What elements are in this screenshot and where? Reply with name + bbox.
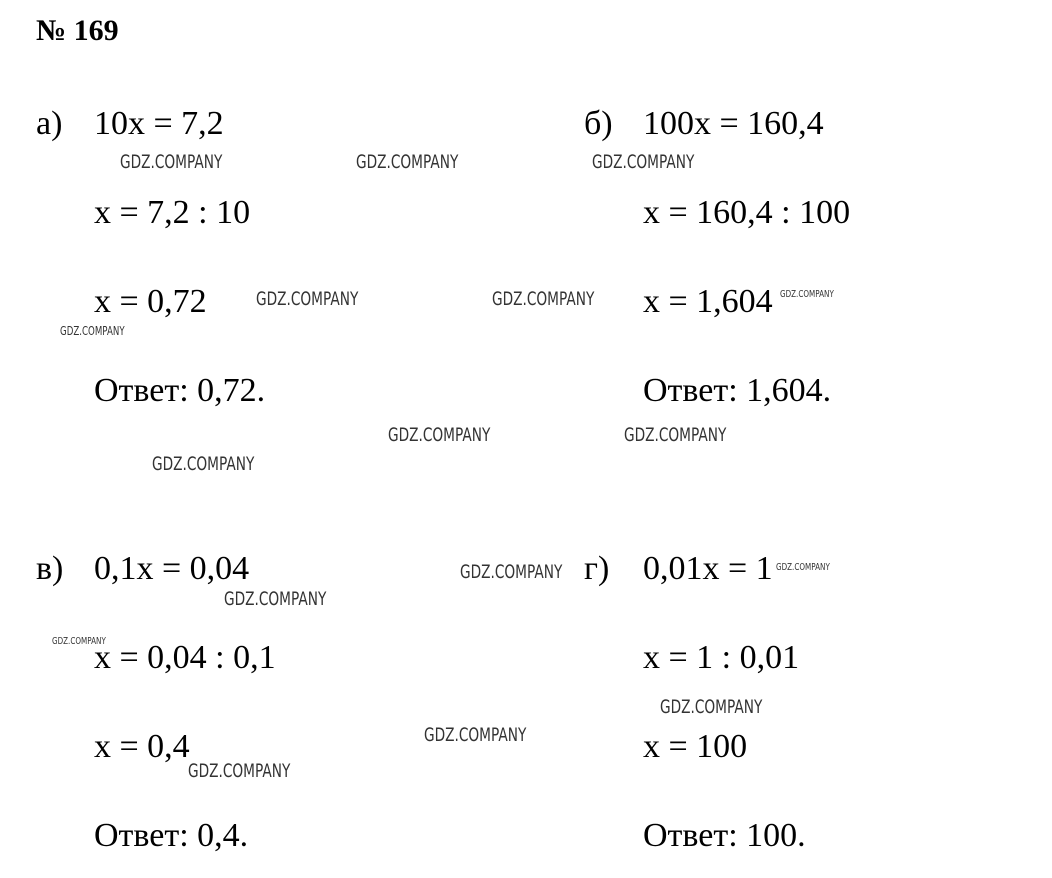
watermark: GDZ.COMPANY [152,453,255,475]
answer-a: Ответ: 0,72. [94,372,266,409]
answer-g: Ответ: 100. [643,817,806,854]
watermark: GDZ.COMPANY [356,151,459,173]
watermark: GDZ.COMPANY [52,636,106,647]
watermark: GDZ.COMPANY [776,562,830,573]
watermark: GDZ.COMPANY [624,424,727,446]
watermark: GDZ.COMPANY [60,324,125,338]
watermark: GDZ.COMPANY [660,696,763,718]
watermark: GDZ.COMPANY [492,288,595,310]
step2-b: х = 1,604 [643,283,773,320]
equation-v: 0,1х = 0,04 [94,550,250,587]
equation-b: 100х = 160,4 [643,105,824,142]
watermark: GDZ.COMPANY [224,588,327,610]
step1-a: х = 7,2 : 10 [94,194,251,231]
watermark: GDZ.COMPANY [592,151,695,173]
watermark: GDZ.COMPANY [460,561,563,583]
watermark: GDZ.COMPANY [120,151,223,173]
step1-v: х = 0,04 : 0,1 [94,639,276,676]
problem-number-title: № 169 [36,14,119,47]
watermark: GDZ.COMPANY [424,724,527,746]
equation-g: 0,01х = 1 [643,550,773,587]
label-g: г) [584,550,610,587]
label-v: в) [36,550,64,587]
step1-g: х = 1 : 0,01 [643,639,800,676]
watermark: GDZ.COMPANY [256,288,359,310]
step1-b: х = 160,4 : 100 [643,194,851,231]
label-a: а) [36,105,63,142]
step2-a: х = 0,72 [94,283,207,320]
watermark: GDZ.COMPANY [780,289,834,300]
step2-v: х = 0,4 [94,728,190,765]
equation-a: 10х = 7,2 [94,105,224,142]
answer-b: Ответ: 1,604. [643,372,832,409]
answer-v: Ответ: 0,4. [94,817,249,854]
watermark: GDZ.COMPANY [388,424,491,446]
watermark: GDZ.COMPANY [188,760,291,782]
label-b: б) [584,105,613,142]
step2-g: х = 100 [643,728,748,765]
